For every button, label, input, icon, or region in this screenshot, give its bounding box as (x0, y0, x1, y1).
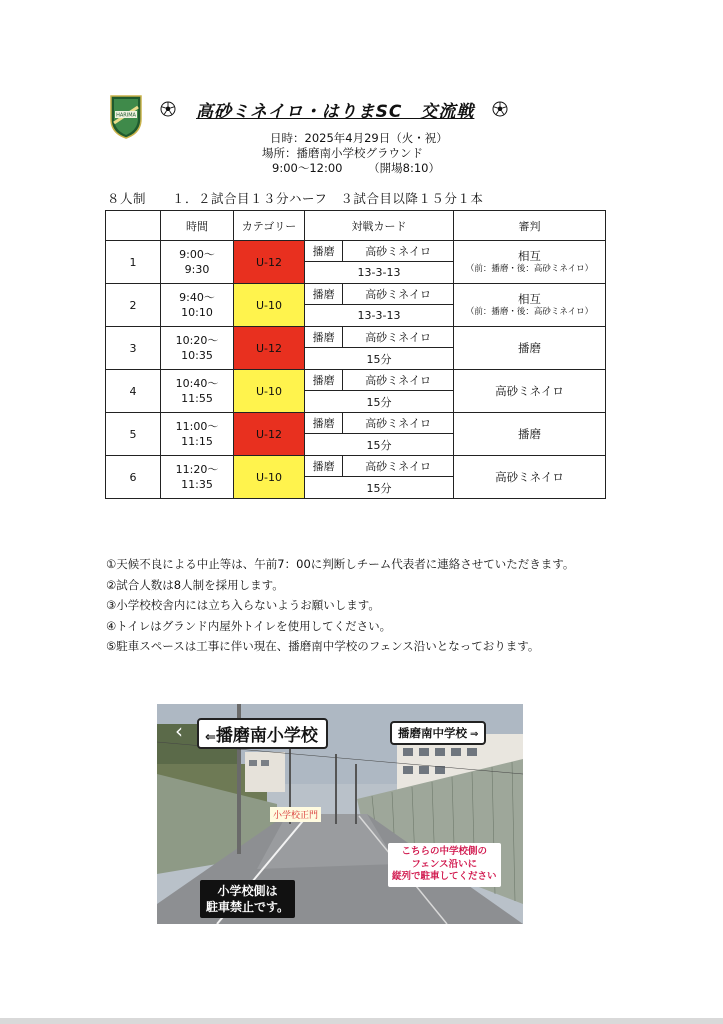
match-start: 10:40〜 (175, 377, 219, 390)
event-info (262, 131, 502, 176)
no-parking-line: 小学校側は (217, 884, 278, 898)
match-category: U-10 (234, 284, 305, 327)
match-end: 11:15 (181, 435, 213, 448)
match-referee (454, 327, 606, 370)
table-row (106, 284, 606, 305)
event-time-line (262, 161, 502, 176)
match-start: 11:00〜 (175, 420, 219, 433)
table-row (106, 327, 606, 348)
referee-name: 高砂ミネイロ (495, 469, 564, 484)
event-open-time: （開場8:10） (368, 161, 440, 175)
match-end: 10:35 (181, 349, 213, 362)
team-b: 高砂ミネイロ (343, 327, 454, 348)
match-format: 15分 (305, 434, 454, 456)
match-format: 15分 (305, 391, 454, 413)
match-referee (454, 413, 606, 456)
team-b: 高砂ミネイロ (343, 370, 454, 391)
note-item: ①天候不良による中止等は、午前7：00に判断しチーム代表者に連絡させていただきます。 (106, 557, 575, 571)
logo-text: HARIMA (116, 112, 136, 119)
table-header-row (106, 211, 606, 241)
match-time (161, 284, 234, 327)
match-time (161, 327, 234, 370)
match-rule: ８人制 １．２試合目１３分ハーフ ３試合目以降１５分１本 (107, 191, 484, 206)
match-no: 2 (106, 284, 161, 327)
title-row (160, 96, 560, 122)
note-item: ②試合人数は8人制を採用します。 (106, 577, 284, 592)
no-parking-label (200, 880, 295, 918)
note-item: ③小学校校舎内には立ち入らないようお願いします。 (106, 598, 380, 612)
match-end: 9:30 (184, 263, 210, 276)
referee-name: 播磨 (518, 426, 541, 441)
match-time (161, 413, 234, 456)
team-a: 播磨 (305, 327, 343, 348)
header-referee: 審判 (454, 211, 606, 241)
soccer-ball-icon (160, 101, 176, 117)
school-label (197, 718, 328, 749)
match-no: 4 (106, 370, 161, 413)
match-referee (454, 241, 606, 284)
parking-instruction-line: 縦列で駐車してください (392, 871, 497, 882)
page-bottom-bar (0, 1018, 723, 1024)
referee-name: 相互 (518, 249, 541, 263)
referee-name: 高砂ミネイロ (495, 383, 564, 398)
referee-note: （前：播磨・後：高砂ミネイロ） (465, 264, 594, 274)
middle-school-label-text: 播磨南中学校 (398, 726, 467, 740)
team-a: 播磨 (305, 284, 343, 305)
gate-label: 小学校正門 (270, 807, 321, 822)
match-end: 11:35 (181, 478, 213, 491)
match-no: 3 (106, 327, 161, 370)
match-time (161, 456, 234, 499)
match-no: 1 (106, 241, 161, 284)
left-arrow-icon: ⇐ (205, 730, 216, 745)
match-start: 10:20〜 (175, 334, 219, 347)
team-b: 高砂ミネイロ (343, 456, 454, 477)
team-a: 播磨 (305, 370, 343, 391)
event-date: 日時：2025年4月29日（火・祝） (270, 131, 448, 145)
club-crest-logo (109, 93, 143, 139)
match-end: 10:10 (181, 306, 213, 319)
event-time: 9:00〜12:00 (272, 161, 343, 175)
parking-instruction-label (388, 843, 501, 887)
match-category: U-12 (234, 413, 305, 456)
match-end: 11:55 (181, 392, 213, 405)
match-time (161, 370, 234, 413)
team-a: 播磨 (305, 241, 343, 262)
match-category: U-10 (234, 456, 305, 499)
team-b: 高砂ミネイロ (343, 241, 454, 262)
header-category: カテゴリー (234, 211, 305, 241)
school-label-text: 播磨南小学校 (215, 726, 318, 746)
team-b: 高砂ミネイロ (343, 284, 454, 305)
table-row (106, 456, 606, 477)
header-match: 対戦カード (305, 211, 454, 241)
match-category: U-12 (234, 327, 305, 370)
soccer-ball-icon (492, 101, 508, 117)
header-time: 時間 (161, 211, 234, 241)
parking-instruction-line: こちらの中学校側の (401, 846, 488, 857)
table-row (106, 413, 606, 434)
back-chevron-icon: ‹ (175, 719, 183, 743)
schedule-table (105, 210, 606, 499)
match-referee (454, 456, 606, 499)
team-a: 播磨 (305, 413, 343, 434)
page-title: 高砂ミネイロ・はりまSC 交流戦 (196, 101, 475, 122)
referee-note: （前：播磨・後：高砂ミネイロ） (465, 307, 594, 317)
match-category: U-10 (234, 370, 305, 413)
match-referee (454, 370, 606, 413)
match-start: 9:00〜 (179, 248, 215, 261)
event-place: 場所：播磨南小学校グラウンド (262, 146, 423, 160)
match-format: 13-3-13 (305, 305, 454, 327)
match-format: 15分 (305, 348, 454, 370)
parking-instruction-line: フェンス沿いに (411, 858, 478, 870)
match-start: 9:40〜 (179, 291, 215, 304)
notes-list (106, 554, 574, 657)
match-referee (454, 284, 606, 327)
team-b: 高砂ミネイロ (343, 413, 454, 434)
no-parking-line: 駐車禁止です。 (206, 900, 290, 914)
referee-name: 相互 (518, 292, 541, 306)
table-row (106, 370, 606, 391)
header-no (106, 211, 161, 241)
match-format: 15分 (305, 477, 454, 499)
note-item: ⑤駐車スペースは工事に伴い現在、播磨南中学校のフェンス沿いとなっております。 (106, 639, 540, 653)
right-arrow-icon: ⇒ (470, 729, 479, 740)
team-a: 播磨 (305, 456, 343, 477)
middle-school-label (390, 721, 486, 745)
note-item: ④トイレはグランド内屋外トイレを使用してください。 (106, 618, 392, 633)
match-no: 5 (106, 413, 161, 456)
match-start: 11:20〜 (175, 463, 219, 476)
match-format: 13-3-13 (305, 262, 454, 284)
referee-name: 播磨 (518, 340, 541, 355)
match-category: U-12 (234, 241, 305, 284)
match-no: 6 (106, 456, 161, 499)
match-time (161, 241, 234, 284)
table-row (106, 241, 606, 262)
